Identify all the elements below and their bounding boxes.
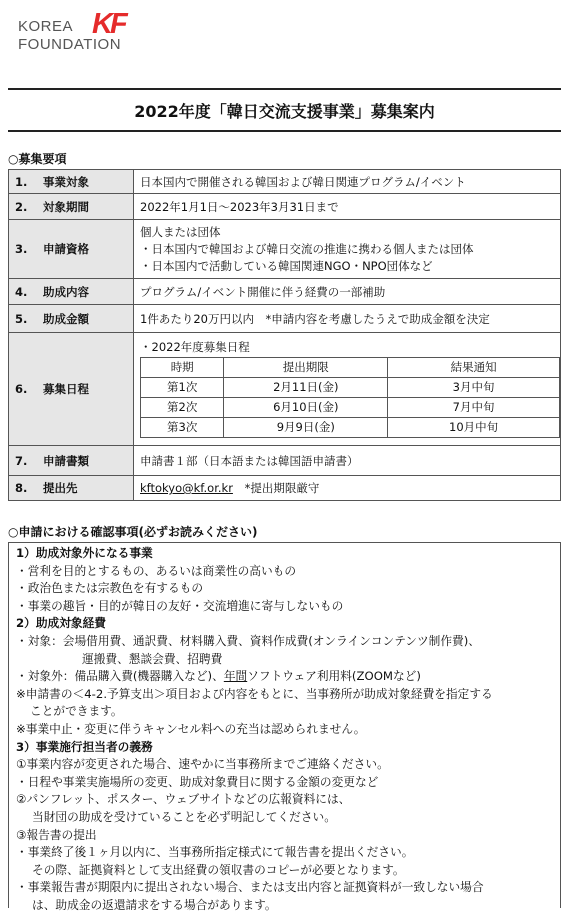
- heading-excluded-projects: 1）助成対象外になる事業: [16, 546, 153, 560]
- table-row: [9, 333, 561, 446]
- logo-korea-text: KOREA: [18, 18, 74, 35]
- note-text: ことができます。: [30, 704, 123, 719]
- schedule-cell: 3月中旬: [388, 377, 560, 397]
- section-heading-confirmation: ○申請における確認事項(必ずお読みください): [8, 525, 258, 539]
- schedule-header: 提出期限: [224, 357, 388, 377]
- list-item: ・対象外：備品購入費(機器購入など)、年間ソフトウェア利用料(ZOOMなど): [16, 669, 421, 684]
- confirmation-box: [8, 542, 561, 912]
- schedule-row: [141, 397, 560, 417]
- table-row: [9, 220, 561, 279]
- table-row: [9, 476, 561, 501]
- schedule-row: [141, 377, 560, 397]
- schedule-cell: 6月10日(金): [224, 397, 388, 417]
- row-value: [134, 476, 561, 501]
- row-label: 4. 助成内容: [9, 279, 134, 305]
- row-label: 2. 対象期間: [9, 194, 134, 220]
- list-item: ③報告書の提出: [16, 827, 97, 842]
- email-link[interactable]: kftokyo@kf.or.kr: [140, 481, 233, 495]
- table-row: [9, 305, 561, 333]
- page-title-box: [8, 88, 561, 132]
- schedule-cell: 7月中旬: [388, 397, 560, 417]
- row-value: 1件あたり20万円以内 *申請内容を考慮したうえで助成金額を決定: [134, 305, 561, 333]
- list-item: ・事業報告書が期限内に提出されない場合、または支出内容と証拠資料が一致しない場合: [16, 880, 484, 895]
- list-item: その際、証拠資料として支出経費の領収書のコピーが必要となります。: [32, 862, 405, 877]
- schedule-caption: ・2022年度募集日程: [140, 339, 250, 354]
- heading-eligible-expenses: 2）助成対象経費: [16, 616, 106, 631]
- list-item: ②パンフレット、ポスター、ウェブサイトなどの広報資料には、: [16, 792, 351, 807]
- table-row: [9, 194, 561, 220]
- logo-foundation-text: FOUNDATION: [18, 36, 122, 53]
- list-item: ①事業内容が変更された場合、速やかに当事務所までご連絡ください。: [16, 757, 389, 772]
- row-value: 個人または団体 ・日本国内で韓国および韓日交流の推進に携わる個人または団体 ・日本国内で活動している韓国関連NGO・NPO団体など: [134, 220, 561, 279]
- note-text: ※事業中止・変更に伴うキャンセル料への充当は認められません。: [16, 721, 366, 736]
- row-label: 3. 申請資格: [9, 220, 134, 279]
- schedule-header: 結果通知: [388, 357, 560, 377]
- section-heading-requirements: ○募集要項: [8, 152, 67, 166]
- note-text: ※申請書の＜4-2.予算支出＞項目および内容をもとに、当事務所が助成対象経費を指定する: [16, 686, 493, 701]
- list-item: ・事業終了後１ヶ月以内に、当事務所指定様式にて報告書を提出ください。: [16, 845, 414, 860]
- list-item: 当財団の助成を受けていることを必ず明記してください。: [32, 809, 336, 824]
- deadline-note: *提出期限厳守: [244, 481, 320, 495]
- list-item: ・日程や事業実施場所の変更、助成対象費目に関する金額の変更など: [16, 774, 379, 789]
- list-item: 運搬費、懇談会費、招聘費: [82, 651, 223, 666]
- table-row: [9, 279, 561, 305]
- list-item: は、助成金の返還請求をする場合があります。: [32, 897, 277, 912]
- list-item: ・営利を目的とするもの、あるいは商業性の高いもの: [16, 563, 297, 578]
- row-label: 8. 提出先: [9, 476, 134, 501]
- schedule-cell: 第2次: [141, 397, 224, 417]
- schedule-header: 時期: [141, 357, 224, 377]
- row-value: プログラム/イベント開催に伴う経費の一部補助: [134, 279, 561, 305]
- logo-kf-mark: KF: [92, 8, 125, 40]
- row-value: [134, 333, 561, 446]
- schedule-cell: 2月11日(金): [224, 377, 388, 397]
- row-label: 6. 募集日程: [9, 333, 134, 446]
- list-item: ・対象：会場借用費、通訳費、材料購入費、資料作成費(オンラインコンテンツ制作費)、: [16, 633, 480, 648]
- row-label: 1. 事業対象: [9, 170, 134, 194]
- table-row: [9, 446, 561, 476]
- row-label: 5. 助成金額: [9, 305, 134, 333]
- row-value: 2022年1月1日～2023年3月31日まで: [134, 194, 561, 220]
- heading-obligations: 3）事業施行担当者の義務: [16, 739, 153, 754]
- list-item: ・政治色または宗教色を有するもの: [16, 581, 204, 596]
- schedule-table: [140, 357, 560, 438]
- schedule-row: [141, 417, 560, 437]
- schedule-cell: 第1次: [141, 377, 224, 397]
- schedule-cell: 10月中旬: [388, 417, 560, 437]
- schedule-header-row: [141, 357, 560, 377]
- requirements-table: [8, 169, 561, 501]
- korea-foundation-logo: [16, 8, 146, 54]
- row-value: 日本国内で開催される韓国および韓日関連プログラム/イベント: [134, 170, 561, 194]
- row-value: 申請書１部（日本語または韓国語申請書）: [134, 446, 561, 476]
- schedule-cell: 第3次: [141, 417, 224, 437]
- page-title: 2022年度「韓日交流支援事業」募集案内: [134, 101, 435, 121]
- row-label: 7. 申請書類: [9, 446, 134, 476]
- table-row: [9, 170, 561, 194]
- schedule-cell: 9月9日(金): [224, 417, 388, 437]
- list-item: ・事業の趣旨・目的が韓日の友好・交流増進に寄与しないもの: [16, 598, 344, 613]
